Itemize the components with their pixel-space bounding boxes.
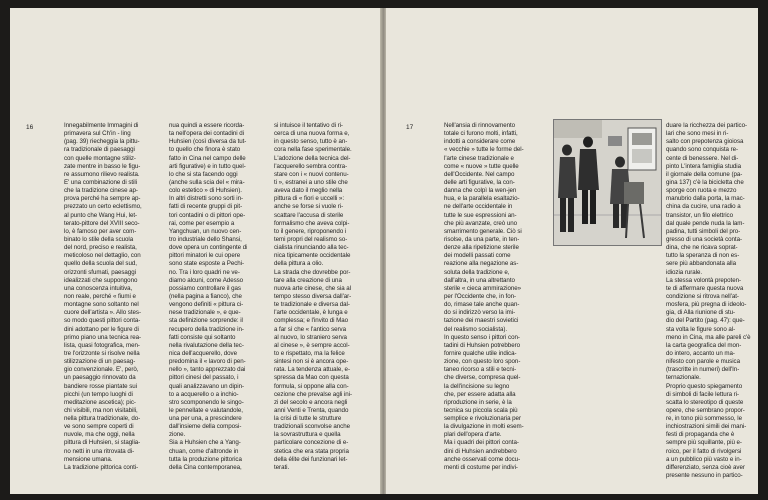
text-line: tazione dei maestri sovietici — [444, 317, 519, 325]
text-line: nuova arte cinese, che sia al — [274, 284, 351, 292]
text-line: spressa da Mao con questa — [274, 374, 349, 382]
text-line: della élite dei funzionari let- — [274, 455, 348, 463]
text-line: della Cina contemporanea, — [169, 463, 242, 471]
text-line: il giornale della comune (pa- — [666, 170, 743, 178]
text-column-right-1 — [444, 122, 524, 472]
text-line: orizzonti sfumati, paesaggi — [64, 268, 136, 276]
text-line: festi di propaganda che è — [666, 431, 735, 439]
text-line: tecnica su piccola scala più — [444, 406, 518, 414]
text-line: tare alla creazione di una — [274, 276, 342, 284]
text-line: aveva dato il meglio nella — [274, 187, 343, 195]
text-line: duare la ricchezza dei partico- — [666, 122, 747, 129]
text-line: nica dell'acquerello, dove — [169, 349, 237, 357]
text-line: predomina il « lavoro di pen- — [169, 358, 246, 366]
text-line: stro scomponendo le singo- — [169, 398, 244, 406]
text-line: nella rivalutazione della tec- — [169, 341, 244, 349]
text-line: montagne sono soltanto nel — [64, 301, 139, 309]
text-line: si intuisce il tentativo di ri- — [274, 122, 343, 129]
text-line: al cinese », è sempre accol- — [274, 341, 350, 349]
text-line: denze alla ripetizione sterile — [444, 244, 519, 252]
right-page — [386, 8, 758, 494]
text-line: nuvole, ma che oggi, nella — [64, 431, 135, 439]
text-line: semplice e rivoluzionaria per — [444, 415, 521, 423]
text-line: mosfera, più pregna di ideolo- — [666, 301, 747, 309]
text-line: sporge con ruota e mezzo — [666, 187, 737, 195]
text-line: no. Tra i loro quadri ne ve- — [169, 268, 240, 276]
text-line: no netti in una ritrovata di- — [64, 447, 135, 455]
text-line: del nord, preciso e realista, — [64, 244, 137, 252]
text-line: tre l'orizzonte si risolve nella — [64, 349, 140, 357]
text-line: dio del Partito (pag. 47): que- — [666, 317, 745, 325]
text-line: al punto che Wang Hui, let- — [64, 211, 138, 219]
text-line: rata. La tendenza attuale, e- — [274, 366, 350, 374]
text-line: temi propri del realismo so- — [274, 235, 348, 243]
text-line: primavera sul Ch'in - ling — [64, 130, 131, 138]
text-line: soluta della tradizione e, — [444, 268, 510, 276]
text-line: (anche sulla scia del « mira- — [169, 178, 245, 186]
text-line: scatta lo stereotipo di queste — [666, 398, 744, 406]
text-line: nica tipicamente occidentale — [274, 252, 351, 260]
text-line: che la tradizione cinese ap- — [64, 187, 138, 195]
text-line: cialista rinunciando alla tec- — [274, 244, 349, 252]
text-line: prezzato un certo eclettismo, — [64, 203, 142, 211]
text-line: dall'insieme della composi- — [169, 423, 242, 431]
text-line: nella pittura tradizionale, do- — [64, 415, 141, 423]
text-line: Innegabilmente Immagini di — [64, 122, 139, 129]
text-line: dina, che ne ricava soprat- — [666, 244, 738, 252]
text-line: diamo alcuni, come Adesso — [169, 276, 244, 284]
text-line: (pag. 39) riecheggia la pittu- — [64, 138, 140, 146]
text-line: la sovrastruttura e quella — [274, 431, 341, 439]
text-line: colo estetico » di Huhsien). — [169, 187, 242, 195]
text-line: particolare concezione di e- — [274, 439, 349, 447]
left-page — [10, 8, 382, 494]
text-line: complessa; e l'invito di Mao — [274, 317, 349, 325]
text-line: stilizzazione di un paesag- — [64, 358, 136, 366]
text-line: gia, di Alla riunione di stu- — [666, 309, 736, 317]
text-line: sempre più squillante, più e- — [666, 439, 742, 447]
text-line: tro industriale dello Shansi, — [169, 235, 242, 243]
text-line: cezione che prevalse agli ini- — [274, 390, 352, 398]
text-line: stare con i « nuovi contenu- — [274, 170, 349, 178]
text-line: quando sono conquista re- — [666, 146, 739, 154]
text-line: l'arte occidentale, è lunga e — [274, 309, 348, 317]
text-line: formula, si oppone alla con- — [274, 382, 349, 390]
text-line: tori contadini o di pittori ope- — [169, 211, 246, 219]
text-line: arti figurative) e in tutto quel- — [169, 162, 246, 170]
text-line: nese tradizionale », e que- — [169, 309, 241, 317]
text-line: meno in Cina, ma alle pareli c'è — [666, 333, 751, 341]
text-line: La tradizione pittorica conti- — [64, 463, 139, 471]
text-line: binato lo stile della scuola — [64, 235, 134, 243]
text-line: fatti di recente gruppi di pit- — [169, 203, 243, 211]
text-line: L'adozione della tecnica del- — [274, 154, 351, 162]
text-line: presente nessuno in partico- — [666, 472, 743, 480]
text-line: totale ci furono molti, infatti, — [444, 130, 518, 138]
text-line: roico, per il fatto di rivolgersi — [666, 447, 742, 455]
text-line: fornire qualche utile indica- — [444, 349, 517, 357]
text-line: anche osservati come docu- — [444, 455, 521, 463]
text-line: possiamo controllare il gas — [169, 284, 241, 292]
text-line: condizione si ritrova nell'at- — [666, 292, 739, 300]
text-line: rai, come per esempio a — [169, 219, 235, 227]
text-line: di simboli di facile lettura ri- — [666, 390, 740, 398]
text-line: che, per essere adatta alla — [444, 390, 516, 398]
text-line: a un pubblico più vasto e in- — [666, 455, 742, 463]
text-line: con quelle montagne stiliz- — [64, 154, 136, 162]
text-line: re, in tono più sommesso, le — [666, 415, 742, 423]
text-line: to quello che finora è stato — [169, 146, 241, 154]
text-line: risolse, da una parte, in ten- — [444, 235, 520, 243]
text-line: sono state esposte a Pechi- — [169, 260, 245, 268]
text-line: Nell'ansia di rinnovamento — [444, 122, 516, 129]
text-line: idealizzati che suppongono — [64, 276, 138, 284]
text-line: lari che sono mesi in ri- — [666, 130, 729, 138]
text-line: smarrimento generale. Ciò si — [444, 227, 522, 235]
text-line: vengono definiti « pittura ci- — [169, 301, 244, 309]
text-line: differenziato, senza cioè aver — [666, 463, 745, 471]
text-line: la divulgazione in molti esem- — [444, 423, 524, 431]
text-line: ra tradizionale di paesaggi — [64, 146, 135, 154]
text-line: chuan, come d'altronde in — [169, 447, 239, 455]
text-line: nifesto con parole e musica — [666, 358, 740, 366]
text-line: al nuovo, lo straniero serva — [274, 333, 347, 341]
text-line: una conoscenza intuitiva, — [64, 284, 133, 292]
text-line: lo, è famoso per aver com- — [64, 227, 137, 235]
text-line: anche se forse si vuole ri- — [274, 203, 344, 211]
text-line: l'arte cinese tradizionale e — [444, 154, 514, 162]
text-line: reazione alla negazione as- — [444, 260, 519, 268]
text-line: do, rimase tale anche quan- — [444, 301, 520, 309]
text-line: idiozia rurale. — [666, 268, 703, 276]
text-line: La stessa volontà prepoten- — [666, 276, 742, 284]
text-line: re assumono rilievo realista. — [64, 170, 140, 178]
text-line: sintesi non si è ancora ope- — [274, 358, 349, 366]
text-line: La strada che dovrebbe por- — [274, 268, 351, 276]
text-line: dove opera un contingente di — [169, 244, 248, 252]
text-line: indotti a considerare come — [444, 138, 516, 146]
text-line: dell'Occidente. Nel campo — [444, 170, 515, 178]
text-line: primo piano una tecnica rea- — [64, 333, 142, 341]
text-line: picchi (un tempo luoghi di — [64, 390, 133, 398]
text-line: padina, tutti simboli del pro- — [666, 227, 741, 235]
text-line: scattare l'accusa di sterile — [274, 211, 344, 219]
text-line: « vecchie » tutte le forme del- — [444, 146, 524, 154]
text-line: In questo senso i pittori con- — [444, 333, 520, 341]
illustration-photo — [553, 119, 662, 246]
text-line: transistor, un filo elettrico — [666, 211, 733, 219]
text-line: che diverse, compresa quel- — [444, 374, 521, 382]
text-line: delle arti figurative, la con- — [444, 178, 515, 186]
text-line: fatti consiste qui soltanto — [169, 333, 236, 341]
text-line: dini adottano per le figure di — [64, 325, 139, 333]
text-line: come « nuove » tutte quelle — [444, 162, 519, 170]
text-line: gresso di una società conta- — [666, 235, 742, 243]
text-line: pinto L'intera famiglia studia — [666, 162, 742, 170]
text-line: to il genere, riproponendo i — [274, 227, 347, 235]
text-line: so modo questi pittori conta- — [64, 317, 141, 325]
text-line: tutta la produzione pittorica — [169, 455, 242, 463]
text-line: a far sì che « l'antico serva — [274, 325, 346, 333]
text-line: mensione umana. — [64, 455, 113, 463]
text-line: prova perché ha sempre ap- — [64, 195, 141, 203]
text-column-left-1 — [64, 122, 142, 472]
text-line: Yangchuan, un nuovo cen- — [169, 227, 242, 235]
text-line: Ma i quadri dei pittori conta- — [444, 439, 519, 447]
text-line: tutto la speranza di non es- — [666, 252, 740, 260]
text-line: del realismo socialista). — [444, 325, 508, 333]
text-line: bandiere rosse piantate sui — [64, 382, 137, 390]
text-line: sta definizione sorprende: il — [169, 317, 243, 325]
text-line: la carta geografica del mon- — [666, 341, 742, 349]
text-line: china da cucire, una radio a — [666, 203, 741, 211]
text-line: terato-pittore del XVIII seco- — [64, 219, 140, 227]
text-line: ve sono sempre coperti di — [64, 423, 134, 431]
text-line: to a acquerello o a inchio- — [169, 390, 239, 398]
text-line: E' una combinazione di stili — [64, 178, 138, 186]
text-line: pittura di « fiori e uccelli »: — [274, 195, 344, 203]
text-line: stetica che era stata propria — [274, 447, 349, 455]
text-line: do intero, accanto un ma- — [666, 349, 735, 357]
text-line: meticoloso nel dettaglio, con — [64, 252, 141, 260]
text-line: quello della scuola del sud, — [64, 260, 137, 268]
text-line: ti », estranei a uno stile che — [274, 178, 348, 186]
text-line: Proprio questo spiegamento — [666, 382, 743, 390]
text-line: taneo ricorso a stili e tecni- — [444, 366, 517, 374]
text-line: pittori minatori le cui opere — [169, 252, 241, 260]
text-line: cente di benessere. Nel di- — [666, 154, 739, 162]
text-line: cora nella fase sperimentale. — [274, 146, 352, 154]
text-line: dini di Huhsien andrebbero — [444, 447, 517, 455]
text-line: nello », tanto apprezzato dai — [169, 366, 246, 374]
text-line: che più avanzate, creò uno — [444, 219, 518, 227]
text-line: tutte le sue espressioni an- — [444, 211, 517, 219]
text-line: In altri distretti sono sorti in- — [169, 195, 244, 203]
text-line: un paesaggio rinnovato da — [64, 374, 136, 382]
text-line: Sia a Huhsien che a Yang- — [169, 439, 241, 447]
text-line: sta volta le figure sono al- — [666, 325, 736, 333]
text-line: la dell'incisione su legno — [444, 382, 510, 390]
text-line: meditazione ascetica); pic- — [64, 398, 136, 406]
text-line: le pennellate e valutandole, — [169, 406, 243, 414]
text-line: zi del secolo e ancora negli — [274, 398, 348, 406]
text-line: manubrio dalla porta, la mac- — [666, 195, 745, 203]
text-line: riproduzione in serie, è la — [444, 398, 512, 406]
text-line: Huhsien (così diversa da tut- — [169, 138, 247, 146]
text-line: non reale, perché « fiumi e — [64, 292, 136, 300]
text-line: zione, con questo loro spon- — [444, 358, 521, 366]
text-line: to e rispettato, ma la felice — [274, 349, 345, 357]
text-line: terati. — [274, 463, 290, 471]
text-line: pittura di Huhsien, si staglia- — [64, 439, 141, 447]
text-line: do si indirizzò verso la imi- — [444, 309, 516, 317]
text-line: inchiostrazioni simili dei mani- — [666, 423, 747, 431]
text-line: opere, che sembrano propor- — [666, 406, 745, 414]
text-line: (trascritte in numeri) dell'In- — [666, 366, 740, 374]
text-column-left-2 — [169, 122, 247, 472]
text-line: in questo senso, tutto è an- — [274, 138, 348, 146]
text-line: plari dell'opera d'arte. — [444, 431, 502, 439]
text-line: nua quindi a essere ricorda- — [169, 122, 245, 129]
text-line: te tradizionale e diversa dal- — [274, 301, 350, 309]
text-line: sere più abbandonata alla — [666, 260, 736, 268]
text-line: della pittura a olio. — [274, 260, 324, 268]
text-line: fatto in Cina nel campo delle — [169, 154, 246, 162]
text-line: dei modelli passati come — [444, 252, 511, 260]
text-line: menti di costume per indivi- — [444, 463, 518, 471]
text-line: recupero della tradizione in- — [169, 325, 244, 333]
text-column-right-3 — [666, 122, 751, 480]
text-line: lista, quasi fotografica, men- — [64, 341, 140, 349]
text-line: zate mentre in basso le figu- — [64, 162, 141, 170]
text-line: l'acquerello sembra contra- — [274, 162, 348, 170]
page-number-right: 17 — [406, 124, 414, 131]
text-line: anni Venti e Trenta, quando — [274, 406, 349, 414]
text-line: pittori cinesi del passato, i — [169, 374, 239, 382]
text-line: tradizionali sconvolse anche — [274, 423, 350, 431]
text-line: la crisi di tutte le strutture — [274, 415, 342, 423]
text-line: ternazionale. — [666, 374, 701, 382]
text-line: per l'Occidente che, in fon- — [444, 292, 517, 300]
text-line: cerca di una nuova forma e, — [274, 130, 350, 138]
text-line: hua, e la parallela esaltazio- — [444, 195, 520, 203]
text-line: dal quale pende nuda la lam- — [666, 219, 745, 227]
text-line: salto con prepotenza gioiosa — [666, 138, 744, 146]
text-line: lo che si sta facendo oggi — [169, 170, 238, 178]
text-line: ta nell'opera dei contadini di — [169, 130, 245, 138]
text-line: zione. — [169, 431, 186, 439]
text-line: formalismo che aveva colpi- — [274, 219, 350, 227]
text-line: danna che colpì la wen-jen — [444, 187, 517, 195]
text-line: gio convenzionale. E', però, — [64, 366, 139, 374]
text-line: tadini di Huhsien potrebbero — [444, 341, 520, 349]
text-line: gina 137) c'è la bicicletta che — [666, 178, 744, 186]
text-line: chi visibili, ma non visitabili, — [64, 406, 138, 414]
page-number-left: 16 — [26, 124, 34, 131]
text-line: te di affermare questa nuova — [666, 284, 744, 292]
text-line: quali analizzavano un dipin- — [169, 382, 244, 390]
text-line: ne dell'arte occidentale in — [444, 203, 513, 211]
text-line: tempo stesso diversa dall'ar- — [274, 292, 352, 300]
text-line: dall'altra, in una altrettanto — [444, 276, 515, 284]
text-line: (nella pagina a fianco), che — [169, 292, 242, 300]
text-line: cuore dell'artista ». Allo stes- — [64, 309, 141, 317]
text-column-left-3 — [274, 122, 352, 472]
text-line: una per una, a prescindere — [169, 415, 242, 423]
text-line: sterile « cieca ammirazione» — [444, 284, 522, 292]
